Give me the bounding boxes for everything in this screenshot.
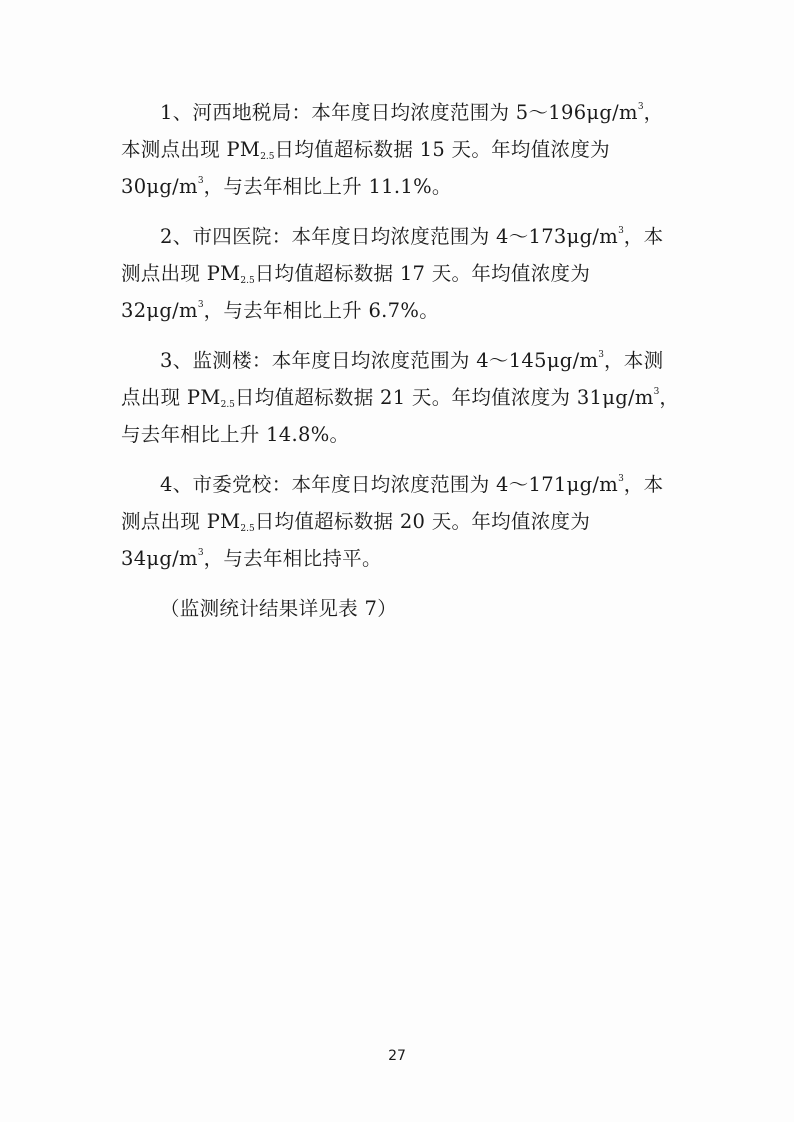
unit-superscript: 3 xyxy=(197,176,204,186)
station-paragraph-3 xyxy=(121,342,681,453)
station-paragraph-1 xyxy=(121,94,681,205)
text-segment: 3、监测楼：本年度日均浓度范围为 4～145μg/m xyxy=(160,349,599,372)
page-number: 27 xyxy=(388,1048,406,1064)
text-segment: ，与去年相比上升 14.8%。 xyxy=(121,386,680,446)
table-reference-note: （监测统计结果详见表 7） xyxy=(160,597,398,620)
unit-superscript: 3 xyxy=(598,350,604,360)
unit-superscript: 3 xyxy=(618,226,624,236)
text-segment: 2、市四医院：本年度日均浓度范围为 4～173μg/m xyxy=(160,225,619,248)
document-body xyxy=(121,94,681,647)
text-segment: ，与去年相比持平。 xyxy=(203,547,382,570)
text-segment: ，与去年相比上升 6.7%。 xyxy=(203,299,440,322)
station-paragraph-4 xyxy=(121,466,681,577)
text-segment: 日均值超标数据 15 天。年均值浓度为 30μg/m xyxy=(121,138,610,198)
pm-subscript: 2.5 xyxy=(240,276,255,286)
pm-subscript: 2.5 xyxy=(220,400,235,410)
text-segment: ，本测点出现 PM xyxy=(121,101,664,161)
station-paragraph-2 xyxy=(121,218,681,329)
text-segment: ，本测点出现 PM xyxy=(121,473,664,533)
unit-superscript: 3 xyxy=(653,387,660,397)
text-segment: 日均值超标数据 17 天。年均值浓度为 32μg/m xyxy=(121,262,591,322)
unit-superscript: 3 xyxy=(618,474,624,484)
unit-superscript: 3 xyxy=(197,548,204,558)
pm-subscript: 2.5 xyxy=(260,152,275,162)
text-segment: ，本测点出现 PM xyxy=(121,349,664,409)
unit-superscript: 3 xyxy=(197,300,204,310)
text-segment: 1、河西地税局：本年度日均浓度范围为 5～196μg/m xyxy=(160,101,638,124)
text-segment: 4、市委党校：本年度日均浓度范围为 4～171μg/m xyxy=(160,473,619,496)
text-segment: ，与去年相比上升 11.1%。 xyxy=(203,175,452,198)
pm-subscript: 2.5 xyxy=(240,524,255,534)
text-segment: ，本测点出现 PM xyxy=(121,225,664,285)
text-segment: 日均值超标数据 20 天。年均值浓度为 34μg/m xyxy=(121,510,591,570)
unit-superscript: 3 xyxy=(637,102,644,112)
text-segment: 日均值超标数据 21 天。年均值浓度为 31μg/m xyxy=(234,386,654,409)
